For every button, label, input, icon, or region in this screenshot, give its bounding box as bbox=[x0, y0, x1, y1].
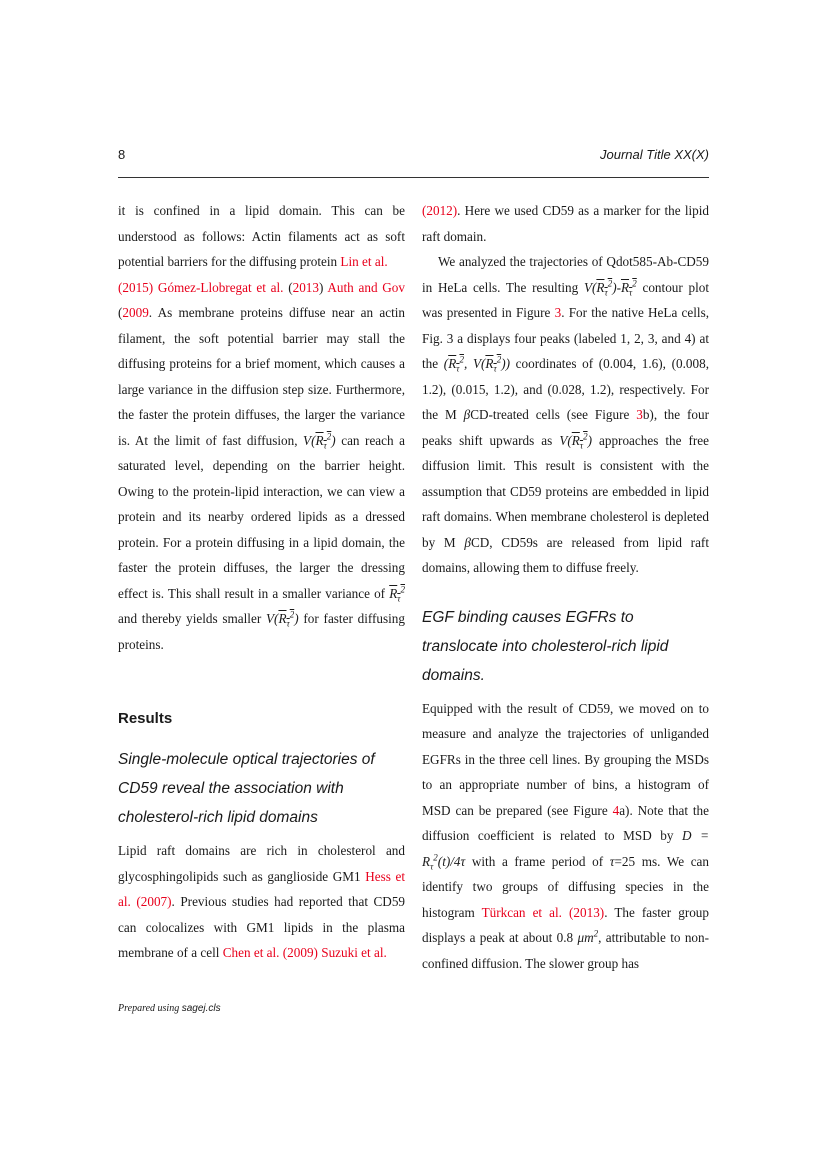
math-variance: $V(R_\tau^2)$ bbox=[265, 609, 299, 629]
citation-link[interactable]: Hess et al. bbox=[118, 868, 405, 909]
math-beta: β bbox=[463, 407, 471, 422]
citation-year[interactable]: (2007) bbox=[136, 894, 172, 909]
header-rule bbox=[118, 177, 709, 178]
math-variance-vs-r: $V(R_\tau^2)-R_\tau^2$ bbox=[583, 278, 637, 298]
citation-year[interactable]: 2013 bbox=[292, 279, 319, 295]
citation-year[interactable]: (2015) bbox=[118, 279, 154, 295]
paragraph: We analyzed the trajectories of Qdot585-Ab-CD59 in HeLa cells. The resulting $V(R_\tau^2)-R_\tau^2$ contour plot was presented in Figure 3. For the native HeLa cells, Fig. 3 a displays four peaks (labeled 1, 2, 3, and 4) at the ($R_\tau^2$, $V(R_\tau^2)$) coordinates of (0.004, 1.6), (0.008, 1.2), (0.015, 1.2), and (0.028, 1.2), respectively. For the M βCD-treated cells (see Figure 3b), the four peaks shift upwards as $V(R_\tau^2)$ approaches the free diffusion limit. This result is consistent with the assumption that CD59 proteins are embedded in lipid raft domains. When membrane cholesterol is depleted by M βCD, CD59s are released from lipid raft domains, allowing them to diffuse freely. bbox=[422, 254, 710, 575]
citation-year[interactable]: 2009 bbox=[122, 305, 149, 320]
subsection-heading: EGF binding causes EGFRs to translocate into cholesterol-rich lipid domains. bbox=[422, 608, 669, 684]
page-number: 8 bbox=[118, 147, 126, 162]
citation-link[interactable]: Auth and Gov bbox=[327, 279, 405, 295]
right-column bbox=[422, 198, 709, 976]
figure-link[interactable]: 3 bbox=[554, 305, 562, 320]
figure-link[interactable]: 3 bbox=[636, 407, 643, 422]
citation-link[interactable]: Türkcan et al. bbox=[481, 904, 562, 920]
citation-year[interactable]: (2012) bbox=[422, 203, 458, 218]
section-heading: Results bbox=[118, 710, 173, 727]
math-variance: $V(R_\tau^2)$ bbox=[303, 431, 336, 451]
journal-title: Journal Title XX(X) bbox=[600, 147, 709, 162]
running-header bbox=[118, 147, 709, 167]
left-column bbox=[118, 198, 405, 966]
math-diffusion-formula: $D = R_\tau^2(t)/4\tau$ bbox=[422, 828, 709, 872]
citation-link[interactable]: Suzuki et al. bbox=[321, 945, 387, 960]
paragraph: it is confined in a lipid domain. This can be understood as follows: Actin filaments act as soft potential barriers for the diffusing protein Lin et al. (2015) Gómez-Llobregat et al. (2013) Auth and Gov (2009. As membrane proteins diffuse near an actin filament, the soft potential barrier may stall the diffusing proteins for a brief moment, which causes a large variance in the diffusion step size. Furthermore, the faster the protein diffuses, the larger the variance is. At the limit of fast diffusion, $V(R_\tau^2)$ can reach a saturated level, depending on the barrier height. Owing to the protein-lipid interaction, we can view a protein and its nearby ordered lipids as a dressed protein. For a protein diffusing in a lipid domain, the faster the protein diffuses, the larger the dressing effect is. This shall result in a smaller variance of $R_\tau^2$ and thereby yields smaller $V(R_\tau^2)$ for faster diffusing proteins. bbox=[118, 203, 405, 652]
math-coordinates: ($R_\tau^2$, $V(R_\tau^2)$) bbox=[443, 354, 510, 374]
citation-year[interactable]: (2009) bbox=[282, 945, 318, 960]
paragraph: (2012). Here we used CD59 as a marker for the lipid raft domain. bbox=[422, 203, 709, 244]
citation-link[interactable]: Gómez-Llobregat et al. bbox=[157, 279, 284, 295]
math-r-tau: $R_\tau^2$ bbox=[389, 584, 405, 604]
figure-link[interactable]: 4 bbox=[612, 802, 620, 818]
paragraph: Equipped with the result of CD59, we moved on to measure and analyze the trajectories of unliganded EGFRs in the three cell lines. By grouping the MSDs to an appropriate number of bins, a histogram of MSD can be prepared (see Figure 4a). Note that the diffusion coefficient is related to MSD by $D = R_\tau^2(t)/4\tau$ with a frame period of τ=25 ms. We can identify two groups of diffusing species in the histogram Türkcan et al. (2013). The faster group displays a peak at about 0.8 $\mu m^2$, attributable to non-confined diffusion. The slower group has bbox=[422, 700, 710, 971]
citation-year[interactable]: (2013) bbox=[569, 904, 605, 920]
citation-link[interactable]: Chen et al. bbox=[222, 945, 280, 960]
math-beta: β bbox=[464, 534, 471, 550]
citation-link[interactable]: Lin et al. bbox=[340, 254, 388, 269]
math-unit: $\mu m^2$ bbox=[577, 928, 599, 945]
subsection-heading: Single-molecule optical trajectories of CD59 reveal the association with cholesterol-rich lipid domains bbox=[118, 751, 375, 826]
math-variance: $V(R_\tau^2)$ bbox=[559, 431, 592, 451]
page-footer: Prepared using sagej.cls bbox=[118, 1003, 221, 1014]
math-tau: τ bbox=[609, 853, 615, 869]
class-file-name: sagej.cls bbox=[181, 1003, 221, 1014]
paragraph: Lipid raft domains are rich in cholesterol and glycosphingolipids such as ganglioside GM1 Hess et al. (2007). Previous studies had reported that CD59 can colocalizes with GM1 lipids in the plasma membrane of a cell Chen et al. (2009) Suzuki et al. bbox=[118, 843, 406, 960]
